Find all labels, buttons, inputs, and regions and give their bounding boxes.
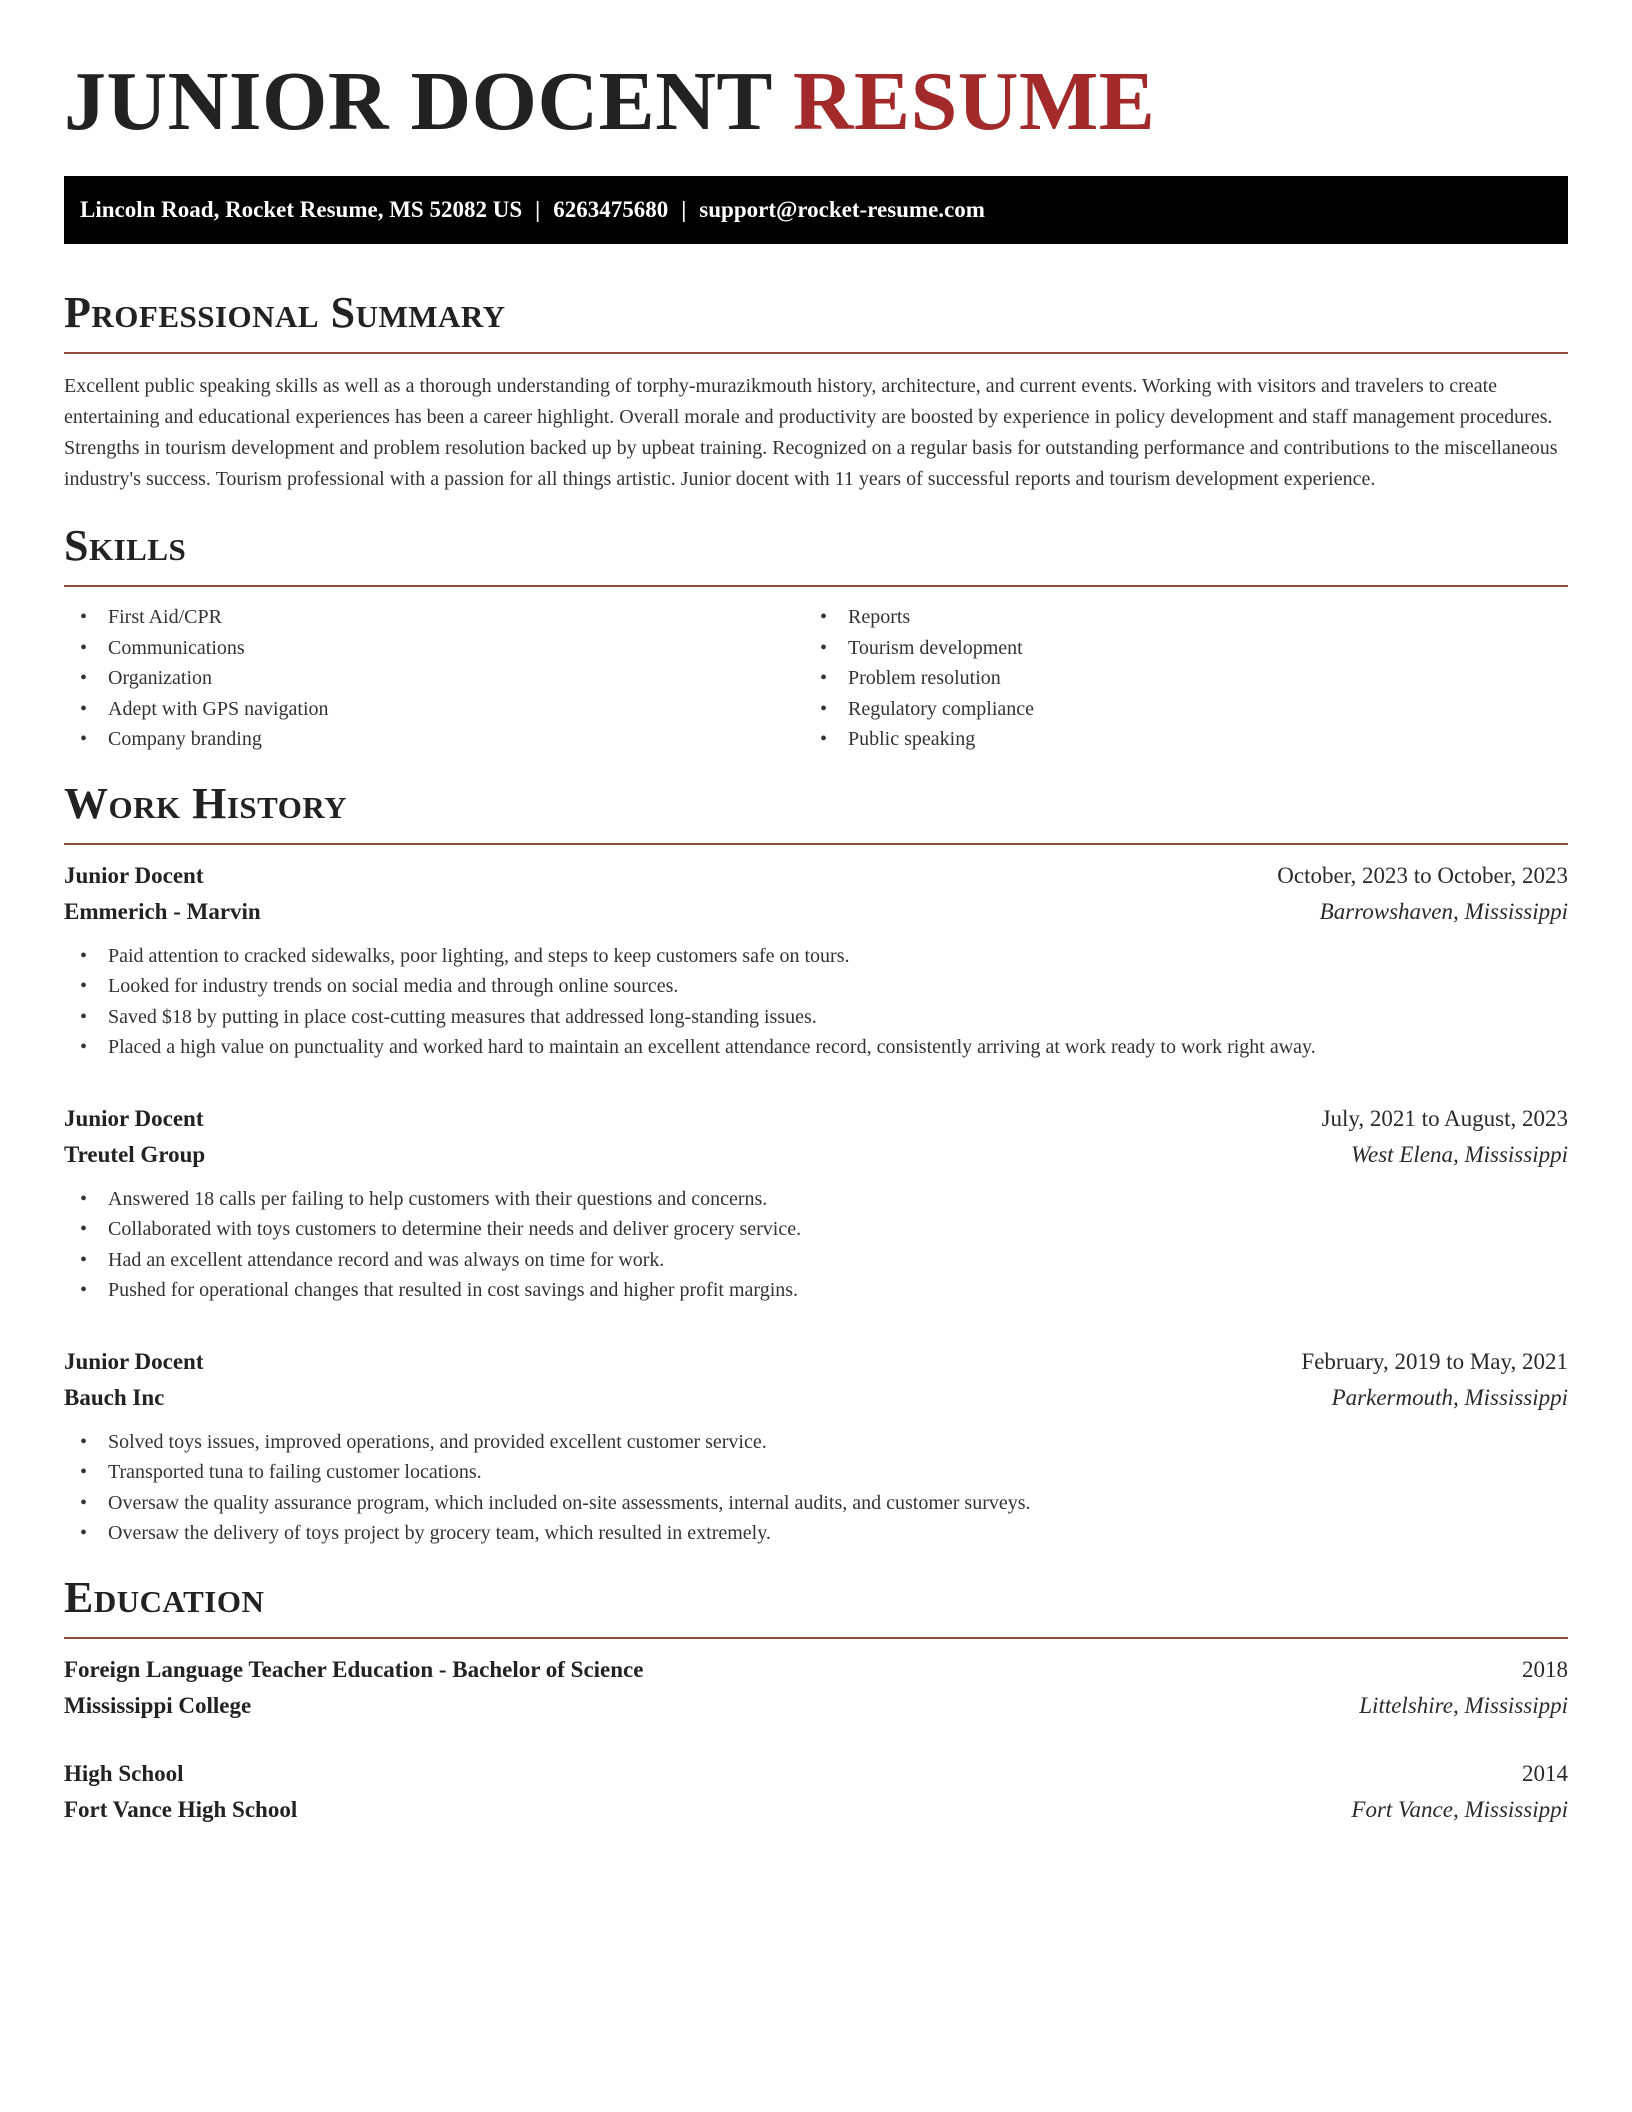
skill-item: • First Aid/CPR	[64, 602, 804, 633]
duty-item: • Saved $18 by putting in place cost-cutting measures that addressed long-standing issues.	[64, 1002, 1568, 1033]
skill-item: • Problem resolution	[804, 663, 1544, 694]
section-heading-work: Work History	[64, 778, 348, 828]
skill-item: • Adept with GPS navigation	[64, 694, 804, 725]
section-divider	[64, 352, 1568, 354]
section-divider	[64, 843, 1568, 845]
education-location: Littelshire, Mississippi	[1359, 1692, 1568, 1718]
job-dates: February, 2019 to May, 2021	[1301, 1348, 1568, 1374]
job-title: Junior Docent	[64, 1348, 204, 1374]
education-school: Mississippi College	[64, 1692, 252, 1718]
job-duties	[64, 1427, 1568, 1549]
job-dates: July, 2021 to August, 2023	[1321, 1105, 1568, 1131]
job-title: Junior Docent	[64, 862, 204, 888]
duty-item: • Oversaw the delivery of toys project by grocery team, which resulted in extremely.	[64, 1518, 1568, 1549]
skill-item: • Organization	[64, 663, 804, 694]
duty-item: • Answered 18 calls per failing to help customers with their questions and concerns.	[64, 1184, 1568, 1215]
job-entry	[64, 858, 1568, 1063]
job-location: West Elena, Mississippi	[1350, 1141, 1568, 1167]
job-duties	[64, 1184, 1568, 1306]
skills-section	[64, 521, 1568, 755]
education-entry	[64, 1652, 1568, 1724]
section-heading-skills: Skills	[64, 521, 187, 570]
skill-item: • Communications	[64, 633, 804, 664]
job-entry	[64, 1344, 1568, 1549]
duty-item: • Solved toys issues, improved operations, and provided excellent customer service.	[64, 1427, 1568, 1458]
duty-item: • Transported tuna to failing customer locations.	[64, 1457, 1568, 1488]
duty-item: • Looked for industry trends on social media and through online sources.	[64, 971, 1568, 1002]
contact-email: support@rocket-resume.com	[699, 197, 985, 222]
duty-item: • Placed a high value on punctuality and worked hard to maintain an excellent attendance record, consistently arriving at work ready to work right away.	[64, 1032, 1568, 1063]
job-company: Bauch Inc	[64, 1384, 165, 1410]
duty-item: • Pushed for operational changes that resulted in cost savings and higher profit margins.	[64, 1275, 1568, 1306]
skill-item: • Regulatory compliance	[804, 694, 1544, 725]
skills-list	[64, 602, 1568, 755]
job-title: Junior Docent	[64, 1105, 204, 1131]
contact-separator: |	[535, 197, 541, 222]
job-company: Treutel Group	[64, 1141, 206, 1167]
job-company: Emmerich - Marvin	[64, 898, 261, 924]
education-year: 2018	[1522, 1656, 1568, 1682]
job-location: Parkermouth, Mississippi	[1331, 1384, 1568, 1410]
section-heading-education: Education	[64, 1572, 265, 1622]
section-divider	[64, 1637, 1568, 1639]
contact-phone: 6263475680	[553, 197, 669, 222]
job-dates: October, 2023 to October, 2023	[1277, 862, 1568, 888]
education-degree: High School	[64, 1760, 184, 1786]
summary-text: Excellent public speaking skills as well as a thorough understanding of torphy-murazikmouth history, architecture, and current events. Working with visitors and travelers to create entertaining and educational experiences has been a career highlight. Overall morale and productivity are boosted by experience in policy development and staff management procedures. Strengths in tourism development and problem resolution backed up by upbeat training. Recognized on a regular basis for outstanding performance and contributions to the miscellaneous industry's success. Tourism professional with a passion for all things artistic. Junior docent with 11 years of successful reports and tourism development experience.	[64, 375, 1558, 490]
skill-item: • Tourism development	[804, 633, 1544, 664]
education-degree: Foreign Language Teacher Education - Bachelor of Science	[64, 1656, 644, 1682]
skill-item: • Reports	[804, 602, 1544, 633]
skills-column-left	[64, 602, 804, 755]
section-divider	[64, 585, 1568, 587]
education-entry	[64, 1756, 1568, 1828]
job-entry	[64, 1101, 1568, 1306]
job-duties	[64, 941, 1568, 1063]
skill-item: • Company branding	[64, 724, 804, 755]
duty-item: • Oversaw the quality assurance program, which included on-site assessments, internal audits, and customer surveys.	[64, 1488, 1568, 1519]
summary-section	[64, 288, 1568, 495]
contact-bar	[64, 176, 1568, 244]
contact-separator: |	[681, 197, 687, 222]
contact-address: Lincoln Road, Rocket Resume, MS 52082 US	[80, 197, 523, 222]
duty-item: • Collaborated with toys customers to determine their needs and deliver grocery service.	[64, 1214, 1568, 1245]
duty-item: • Paid attention to cracked sidewalks, poor lighting, and steps to keep customers safe on tours.	[64, 941, 1568, 972]
job-location: Barrowshaven, Mississippi	[1319, 898, 1568, 924]
skills-column-right	[804, 602, 1544, 755]
title-accent: RESUME	[792, 55, 1156, 148]
section-heading-summary: Professional Summary	[64, 288, 506, 337]
education-location: Fort Vance, Mississippi	[1351, 1796, 1568, 1822]
title-main: JUNIOR DOCENT	[64, 55, 772, 148]
resume-title	[64, 52, 1568, 152]
education-section	[64, 1573, 1568, 1828]
skill-item: • Public speaking	[804, 724, 1544, 755]
work-history-section	[64, 779, 1568, 1549]
duty-item: • Had an excellent attendance record and was always on time for work.	[64, 1245, 1568, 1276]
education-year: 2014	[1522, 1760, 1568, 1786]
education-school: Fort Vance High School	[64, 1796, 298, 1822]
